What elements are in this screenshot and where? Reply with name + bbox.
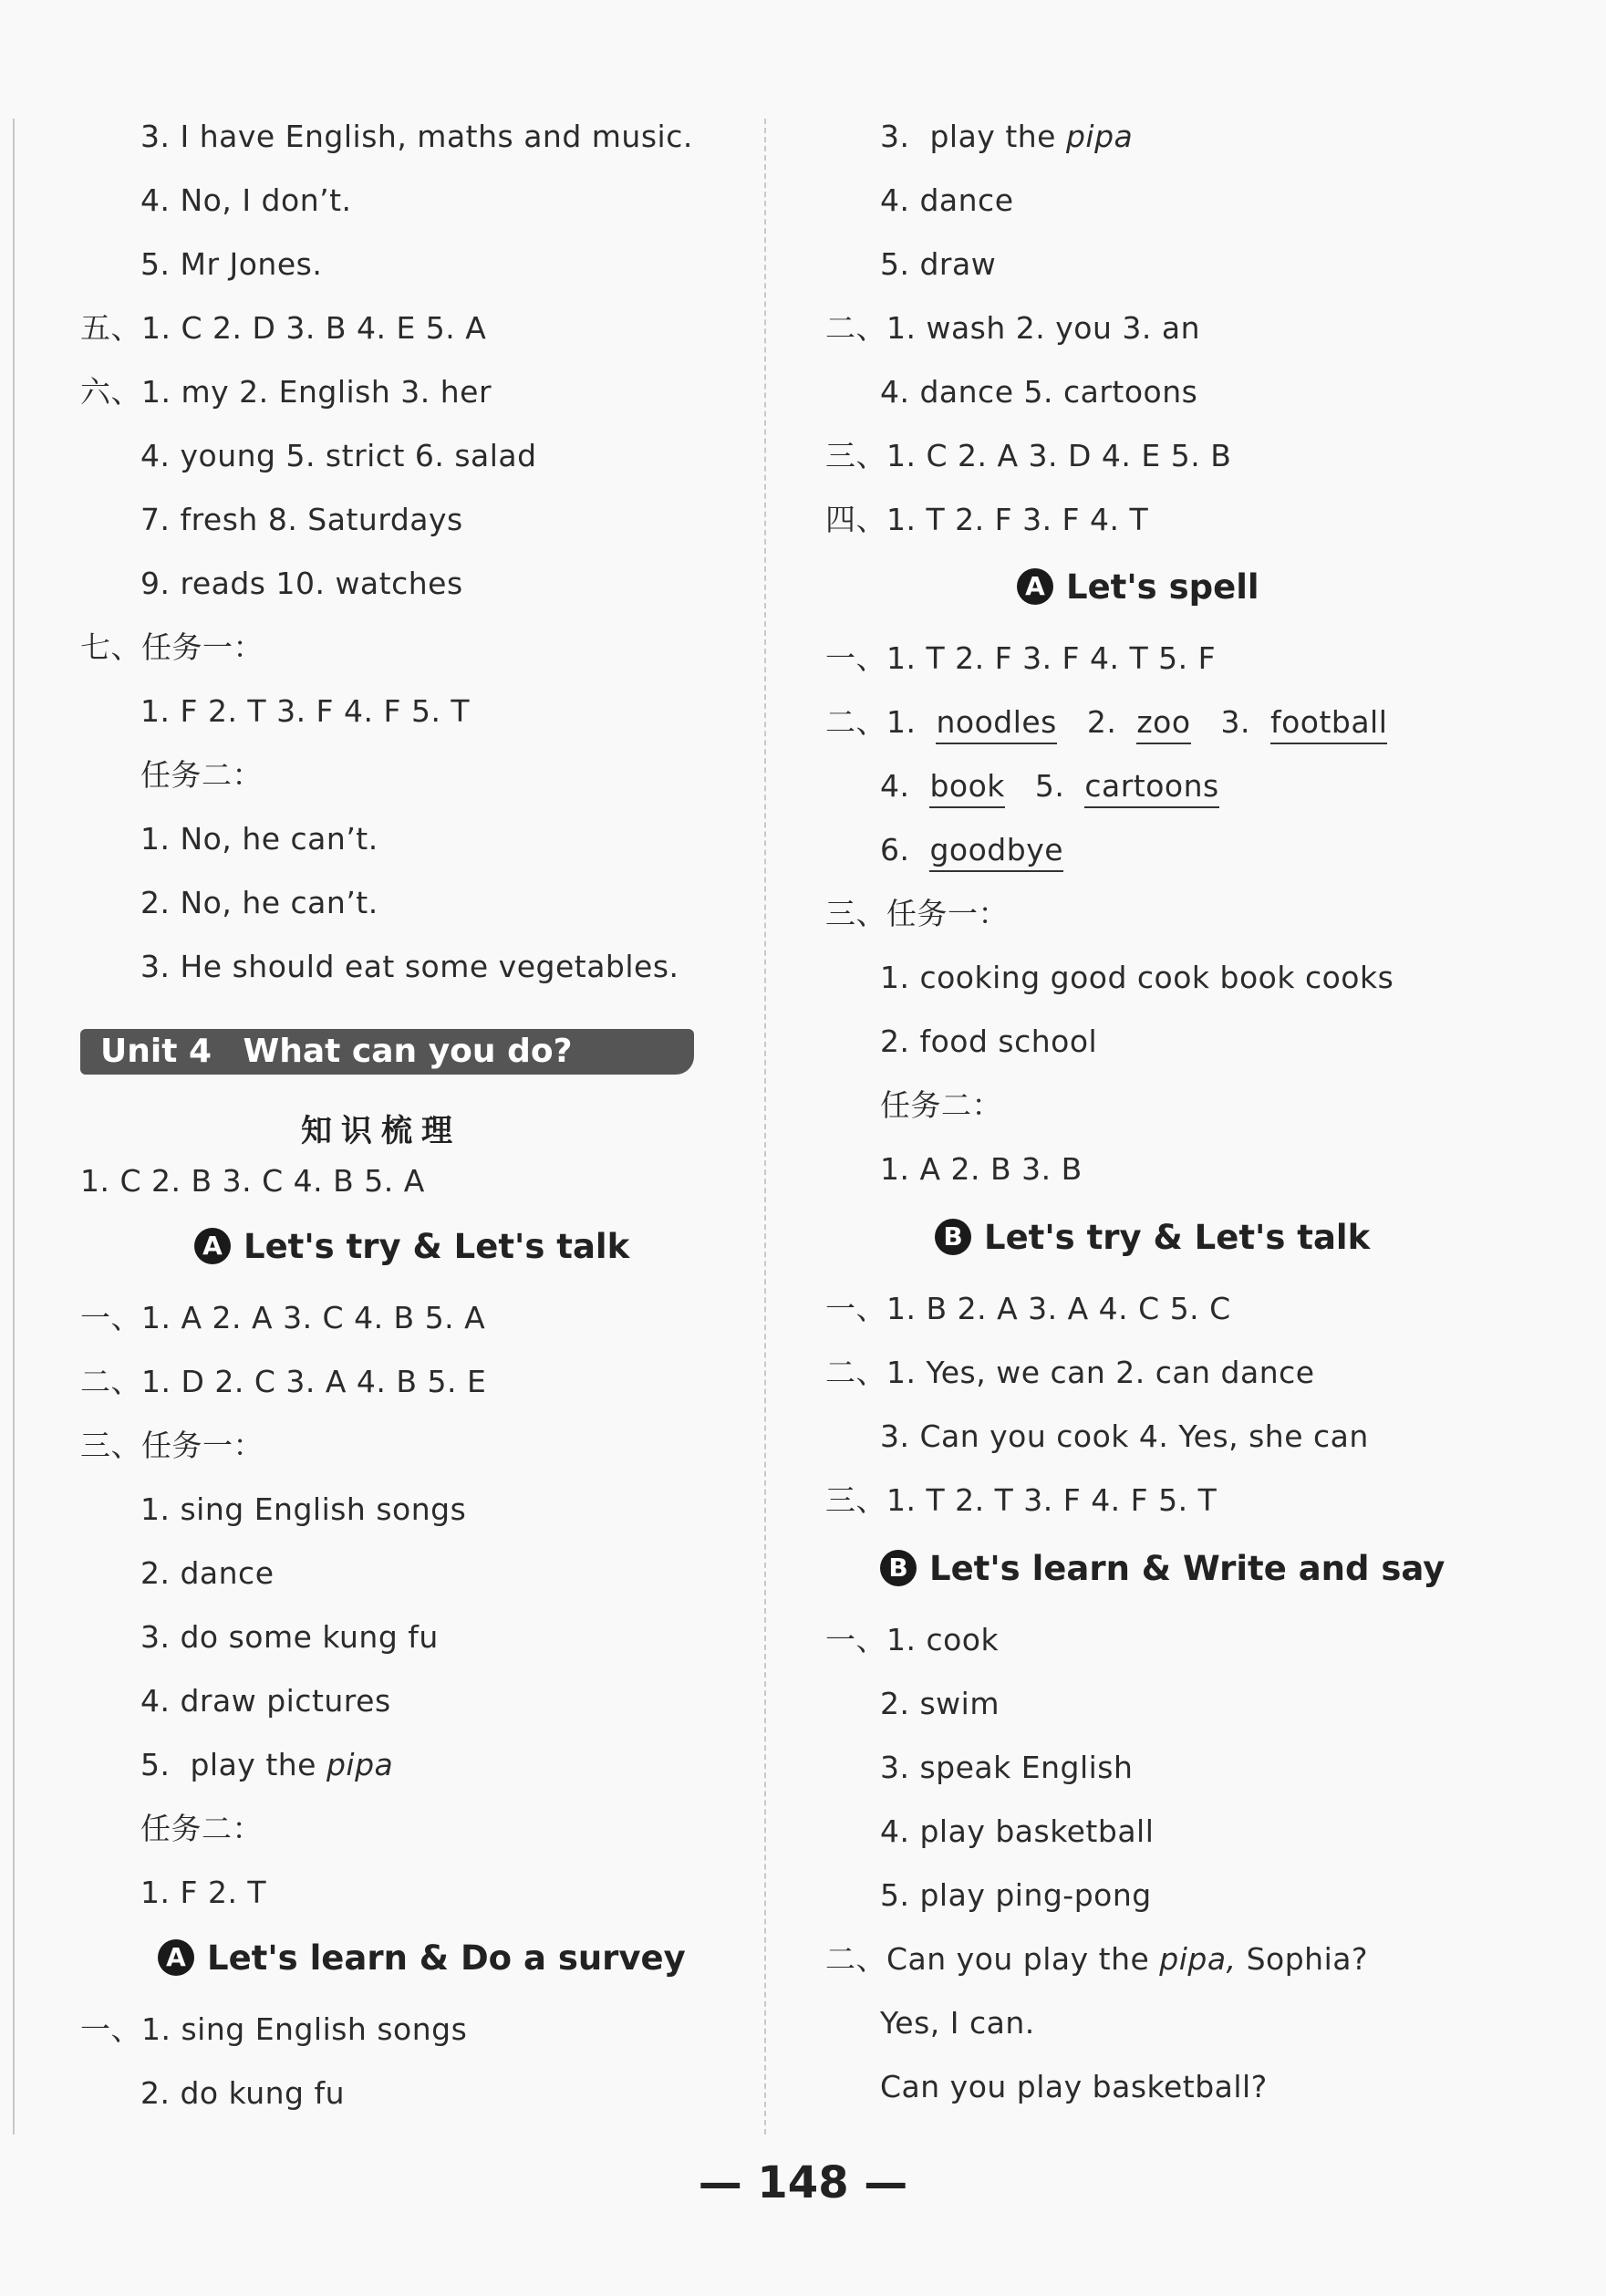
answer-line: 1. A 2. B 3. B <box>880 1151 1083 1187</box>
section-badge-icon: A <box>194 1228 231 1264</box>
italic-word: pipa, <box>1159 1941 1237 1977</box>
unit-banner <box>80 1029 694 1075</box>
answer-line: 二、1. D 2. C 3. A 4. B 5. E <box>80 1364 487 1399</box>
answer-line: 3. do some kung fu <box>140 1619 439 1655</box>
answer-line: 一、1. sing English songs <box>80 2011 468 2047</box>
section-title-text: Let's try & Let's talk <box>243 1227 630 1266</box>
unit-label: Unit 4 <box>100 1033 212 1070</box>
answer-line: 5. draw <box>880 246 997 282</box>
answer-line: 一、1. T 2. F 3. F 4. T 5. F <box>825 640 1217 676</box>
answer-line: 三、任务一： <box>80 1428 264 1463</box>
answer-text: 二、Can you play the <box>825 1941 1160 1977</box>
section-title-text: Let's try & Let's talk <box>984 1218 1371 1257</box>
unit-title: What can you do? <box>243 1033 573 1070</box>
answer-text: 2. <box>1056 704 1137 740</box>
answer-line: 三、1. T 2. T 3. F 4. F 5. T <box>825 1482 1217 1518</box>
page-number: — 148 — <box>698 2157 908 2208</box>
answer-text: 5. <box>1004 768 1085 804</box>
underlined-word: zoo <box>1136 704 1190 744</box>
section-title <box>880 1549 1445 1589</box>
answer-line: 二、1. wash 2. you 3. an <box>825 310 1200 346</box>
section-title-text: Let's spell <box>1066 567 1259 607</box>
answer-text: 二、1. <box>825 704 937 740</box>
answer-line: 六、1. my 2. English 3. her <box>80 374 492 410</box>
section-badge-icon: A <box>1017 568 1053 605</box>
section-badge-icon: B <box>935 1219 971 1255</box>
section-badge-icon: B <box>880 1550 917 1586</box>
answer-line: 2. food school <box>880 1023 1098 1059</box>
answer-line: 2. swim <box>880 1686 1000 1721</box>
answer-line: 4. play basketball <box>880 1813 1155 1849</box>
italic-word: pipa <box>1065 119 1134 154</box>
answer-text: 3. <box>1190 704 1270 740</box>
answer-line: 1. F 2. T 3. F 4. F 5. T <box>140 693 471 729</box>
section-heading: 知识梳理 <box>301 1113 461 1149</box>
answer-line: 4. No, I don’t. <box>140 182 352 218</box>
section-title <box>194 1227 629 1267</box>
section-title <box>935 1218 1370 1258</box>
answer-line: 3. Can you cook 4. Yes, she can <box>880 1418 1369 1454</box>
answer-line <box>825 704 1387 744</box>
answer-line <box>825 1941 1368 1978</box>
answer-line: 任务二： <box>140 1811 263 1846</box>
answer-text: Sophia? <box>1236 1941 1368 1977</box>
answer-line: 一、1. A 2. A 3. C 4. B 5. A <box>80 1300 486 1335</box>
answer-line: 任务二： <box>140 757 263 793</box>
answer-line: 三、1. C 2. A 3. D 4. E 5. B <box>825 438 1232 473</box>
answer-text: 3. play the <box>880 119 1066 154</box>
answer-line: 5. Mr Jones. <box>140 246 323 282</box>
answer-line: 二、1. Yes, we can 2. can dance <box>825 1355 1315 1390</box>
answer-line: 2. do kung fu <box>140 2075 345 2111</box>
answer-line: 三、任务一： <box>825 896 1009 931</box>
answer-line: 四、1. T 2. F 3. F 4. T <box>825 502 1149 537</box>
answer-line: 1. No, he can’t. <box>140 821 378 857</box>
answer-line <box>880 832 1063 872</box>
italic-word: pipa <box>326 1747 394 1782</box>
answer-line: 任务二： <box>880 1087 1002 1123</box>
answer-line: 5. play ping-pong <box>880 1877 1152 1913</box>
answer-text: 6. <box>880 832 930 867</box>
answer-line: 3. speak English <box>880 1750 1134 1785</box>
section-badge-icon: A <box>158 1939 194 1976</box>
answer-line: 1. C 2. B 3. C 4. B 5. A <box>80 1163 425 1199</box>
answer-text: 4. <box>880 768 930 804</box>
answer-line <box>880 768 1219 808</box>
answer-line: 9. reads 10. watches <box>140 566 463 601</box>
answer-line: 4. draw pictures <box>140 1683 391 1719</box>
section-title <box>158 1938 686 1979</box>
answer-line: 3. He should eat some vegetables. <box>140 949 679 984</box>
answer-line <box>140 1747 393 1783</box>
section-title-text: Let's learn & Do a survey <box>207 1938 686 1978</box>
underlined-word: goodbye <box>929 832 1063 872</box>
answer-line: 3. I have English, maths and music. <box>140 119 693 154</box>
answer-line: 4. dance <box>880 182 1014 218</box>
answer-line: 2. No, he can’t. <box>140 885 378 920</box>
answer-line: 七、任务一： <box>80 629 264 665</box>
answer-line <box>880 119 1133 155</box>
answer-line: 4. young 5. strict 6. salad <box>140 438 537 473</box>
answer-line: 1. cooking good cook book cooks <box>880 960 1394 995</box>
answer-line: 4. dance 5. cartoons <box>880 374 1198 410</box>
left-margin-rule <box>13 119 15 2135</box>
underlined-word: book <box>929 768 1004 808</box>
underlined-word: football <box>1270 704 1387 744</box>
section-title-text: Let's learn & Write and say <box>929 1549 1445 1588</box>
answer-line: Can you play basketball? <box>880 2069 1268 2104</box>
answer-line: 一、1. B 2. A 3. A 4. C 5. C <box>825 1291 1231 1326</box>
answer-line: 2. dance <box>140 1555 275 1591</box>
answer-line: 1. sing English songs <box>140 1491 467 1527</box>
answer-line: Yes, I can. <box>880 2005 1035 2041</box>
answer-text: 5. play the <box>140 1747 326 1782</box>
section-title <box>1017 567 1259 608</box>
column-divider <box>764 119 766 2135</box>
answer-line: 五、1. C 2. D 3. B 4. E 5. A <box>80 310 487 346</box>
underlined-word: noodles <box>936 704 1056 744</box>
answer-line: 一、1. cook <box>825 1622 1000 1657</box>
answer-line: 1. F 2. T <box>140 1875 267 1910</box>
answer-line: 7. fresh 8. Saturdays <box>140 502 463 537</box>
underlined-word: cartoons <box>1084 768 1218 808</box>
